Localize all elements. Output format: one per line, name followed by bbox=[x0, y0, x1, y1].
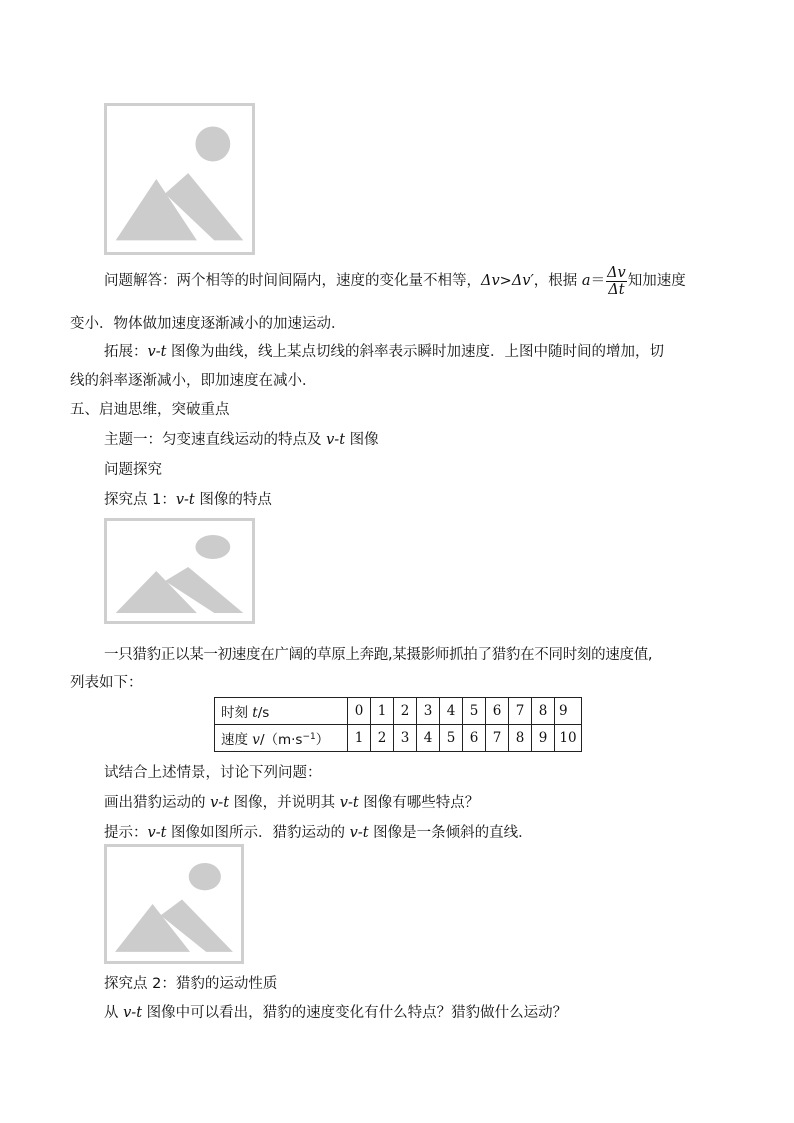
table-cell: 6 bbox=[463, 725, 486, 752]
table-cell: 6 bbox=[486, 698, 509, 725]
placeholder-picture-icon bbox=[107, 847, 241, 961]
table-cell: 9 bbox=[532, 725, 555, 752]
topic1-heading: 主题一：匀变速直线运动的特点及 v-t 图像 bbox=[104, 432, 379, 448]
table-cell: 9 bbox=[555, 698, 582, 725]
image-placeholder-2 bbox=[104, 518, 255, 624]
table-cell: 10 bbox=[555, 725, 582, 752]
table-cell: 7 bbox=[486, 725, 509, 752]
table-cell: 2 bbox=[394, 698, 417, 725]
table-cell: 3 bbox=[417, 698, 440, 725]
image-placeholder-3 bbox=[104, 844, 244, 964]
table-cell: 1 bbox=[371, 698, 394, 725]
table-cell: 4 bbox=[417, 725, 440, 752]
question2-line: 从 v-t 图像中可以看出，猎豹的速度变化有什么特点？猎豹做什么运动？ bbox=[104, 1005, 568, 1021]
table-cell: 3 bbox=[394, 725, 417, 752]
table-row-speed bbox=[215, 725, 582, 752]
placeholder-picture-icon bbox=[107, 521, 252, 621]
hint-line: 提示：v-t 图像如图所示．猎豹运动的 v-t 图像是一条倾斜的直线． bbox=[104, 825, 533, 841]
answer-line-1: 问题解答：两个相等的时间间隔内，速度的变化量不相等，Δv>Δv′，根据 a＝ $\frac{\Delta v}{\Delta t}$ 知加速度 bbox=[104, 264, 686, 298]
accel-fraction: $\frac{\Delta v}{\Delta t}$ bbox=[607, 264, 626, 298]
answer-line-2: 变小．物体做加速度逐渐减小的加速运动． bbox=[70, 316, 346, 332]
table-cell: 0 bbox=[348, 698, 371, 725]
section-heading: 五、启迪思维，突破重点 bbox=[70, 402, 230, 418]
image-placeholder-1 bbox=[104, 103, 255, 255]
inquiry-heading: 问题探究 bbox=[104, 462, 162, 478]
placeholder-picture-icon bbox=[107, 106, 252, 252]
speed-time-table bbox=[214, 697, 582, 752]
table-cell: 7 bbox=[509, 698, 532, 725]
table-header-speed: 速度 $v/(m\cdot s^{-1})$ bbox=[215, 725, 348, 752]
table-cell: 8 bbox=[509, 725, 532, 752]
extension-line-2: 线的斜率逐渐减小，即加速度在减小． bbox=[70, 373, 317, 389]
table-header-time: 时刻 t/s bbox=[215, 698, 348, 725]
cheetah-line-2: 列表如下： bbox=[70, 675, 143, 691]
table-cell: 5 bbox=[440, 725, 463, 752]
table-cell: 2 bbox=[371, 725, 394, 752]
table-cell: 4 bbox=[440, 698, 463, 725]
discuss-line: 试结合上述情景，讨论下列问题： bbox=[104, 765, 322, 781]
table-cell: 8 bbox=[532, 698, 555, 725]
extension-line-1: 拓展：v-t 图像为曲线，线上某点切线的斜率表示瞬时加速度．上图中随时间的增加，切 bbox=[104, 344, 665, 360]
table-row-time bbox=[215, 698, 582, 725]
question1-line: 画出猎豹运动的 v-t 图像，并说明其 v-t 图像有哪些特点？ bbox=[104, 795, 480, 811]
cheetah-line-1: 一只猎豹正以某一初速度在广阔的草原上奔跑,某摄影师抓拍了猎豹在不同时刻的速度值, bbox=[104, 647, 653, 663]
point1-heading: 探究点 1：v-t 图像的特点 bbox=[104, 492, 272, 508]
table-cell: 1 bbox=[348, 725, 371, 752]
table-cell: 5 bbox=[463, 698, 486, 725]
point2-heading: 探究点 2：猎豹的运动性质 bbox=[104, 976, 278, 992]
